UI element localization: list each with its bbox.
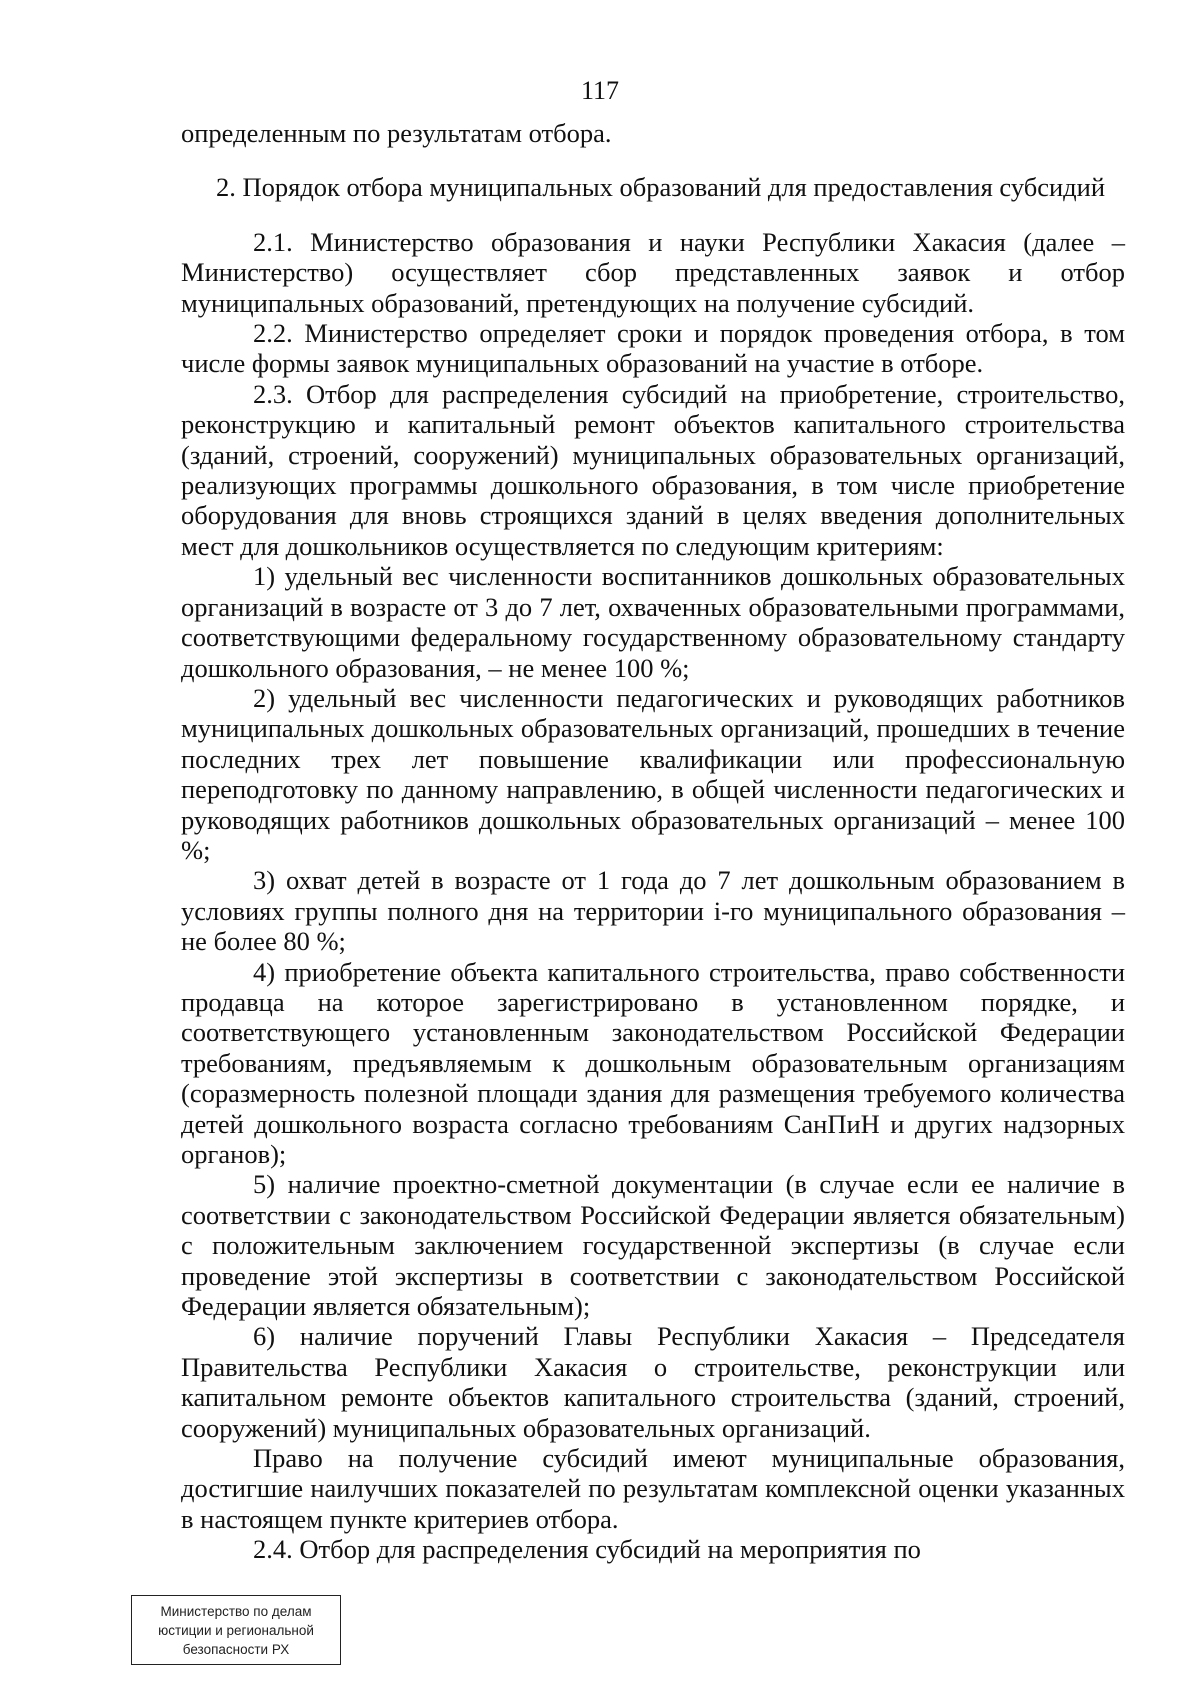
criterion-5: 5) наличие проектно-сметной документации (в случае если ее наличие в соответствии с законодательством Российской Федерации является обязательным) с положительным заключением государственной экспертизы (в случае если проведение этой экспертизы в соответствии с законодательством Российской Федерации является обязательным);: [181, 1169, 1125, 1322]
criterion-6: 6) наличие поручений Главы Республики Хакасия – Председателя Правительства Республики Хакасия о строительстве, реконструкции или капитальном ремонте объектов капитального строительства (зданий, строений, сооружений) муниципальных образовательных организаций.: [181, 1321, 1125, 1443]
paragraph-2-2: 2.2. Министерство определяет сроки и порядок проведения отбора, в том числе формы заявок муниципальных образований на участие в отборе.: [181, 318, 1125, 379]
eligibility-paragraph: Право на получение субсидий имеют муниципальные образования, достигшие наилучших показателей по результатам комплексной оценки указанных в настоящем пункте критериев отбора.: [181, 1443, 1125, 1534]
ministry-stamp: [131, 1595, 341, 1665]
stamp-line-1: Министерство по делам: [160, 1604, 312, 1619]
page-number: 117: [580, 76, 620, 105]
paragraph-2-4: 2.4. Отбор для распределения субсидий на мероприятия по: [253, 1534, 921, 1565]
continuation-paragraph: определенным по результатам отбора.: [181, 118, 612, 148]
stamp-line-3: безопасности РХ: [182, 1642, 290, 1657]
criterion-2: 2) удельный вес численности педагогических и руководящих работников муниципальных дошкольных образовательных организаций, прошедших в течение последних трех лет повышение квалификации или профессиональную переподготовку по данному направлению, в общей численности педагогических и руководящих работников дошкольных образовательных организаций – менее 100 %;: [181, 682, 1125, 865]
criterion-4: 4) приобретение объекта капитального строительства, право собственности продавца на которое зарегистрировано в установленном порядке, и соответствующего установленным законодательством Российской Федерации требованиям, предъявляемым к дошкольным образовательным организациям (соразмерность полезной площади здания для размещения требуемого количества детей дошкольного возраста согласно требованиям СанПиН и других надзорных органов);: [181, 956, 1125, 1169]
section-heading: 2. Порядок отбора муниципальных образований для предоставления субсидий: [216, 172, 1106, 203]
criterion-1: 1) удельный вес численности воспитанников дошкольных образовательных организаций в возрасте от 3 до 7 лет, охваченных образовательными программами, соответствующими федеральному государственному образовательному стандарту дошкольного образования, – не менее 100 %;: [181, 561, 1125, 683]
paragraph-2-3: 2.3. Отбор для распределения субсидий на приобретение, строительство, реконструкцию и капитальный ремонт объектов капитального строительства (зданий, строений, сооружений) муниципальных образовательных организаций, реализующих программы дошкольного образования, в том числе приобретение оборудования для вновь строящихся зданий в целях введения дополнительных мест для дошкольников осуществляется по следующим критериям:: [181, 378, 1125, 561]
paragraph-2-1: 2.1. Министерство образования и науки Республики Хакасия (далее – Министерство) осуществляет сбор представленных заявок и отбор муниципальных образований, претендующих на получение субсидий.: [181, 226, 1125, 318]
document-body: [181, 118, 1125, 1565]
stamp-line-2: юстиции и региональной: [158, 1623, 314, 1638]
criterion-3: 3) охват детей в возрасте от 1 года до 7 лет дошкольным образованием в условиях группы полного дня на территории i-го муниципального образования – не более 80 %;: [181, 865, 1125, 957]
